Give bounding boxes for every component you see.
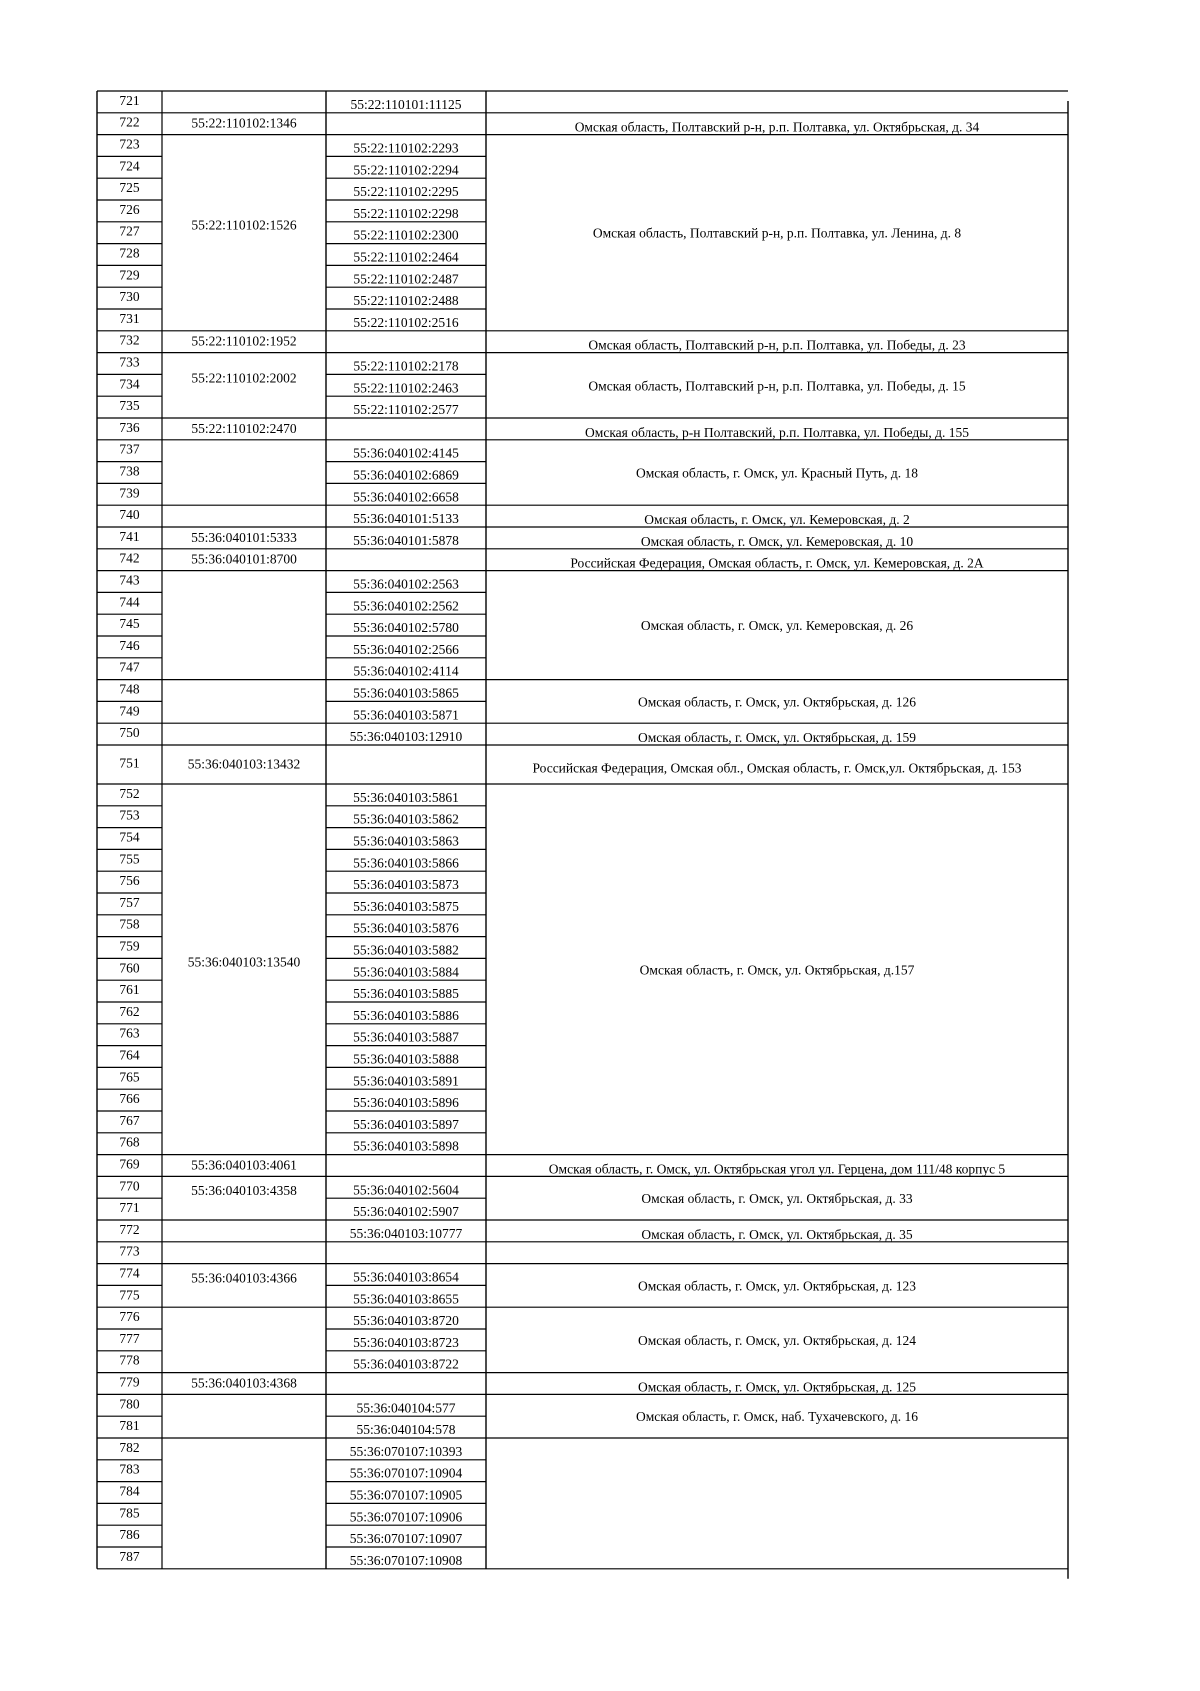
row-number: 760 [119,960,140,976]
parcel-number: 55:36:040103:4368 [191,1375,297,1391]
row-number: 773 [119,1243,140,1259]
object-number: 55:22:110102:2577 [353,402,459,418]
object-number: 55:22:110102:2295 [353,184,459,200]
row-number: 775 [119,1287,140,1303]
row-number: 782 [119,1439,140,1455]
address: Омская область, р-н Полтавский, р.п. Полтавка, ул. Победы, д. 155 [585,424,969,440]
object-number: 55:22:110101:11125 [350,96,462,112]
object-number: 55:22:110102:2298 [353,205,459,221]
row-number: 733 [119,354,140,370]
object-number: 55:36:040103:10777 [349,1225,463,1241]
object-number: 55:36:040103:5891 [353,1073,459,1089]
row-number: 740 [119,507,140,523]
parcel-number: 55:22:110102:2470 [191,420,297,436]
row-number: 722 [119,114,140,130]
row-number: 750 [119,725,140,741]
parcel-number: 55:36:040103:13540 [187,954,301,970]
row-number: 776 [119,1309,140,1325]
object-number: 55:22:110102:2293 [353,140,459,156]
row-number: 784 [119,1483,140,1499]
row-number: 729 [119,267,140,283]
row-number: 749 [119,703,140,719]
parcel-number: 55:36:040103:4358 [191,1183,297,1199]
object-number: 55:36:040103:5884 [353,964,459,980]
object-number: 55:36:040103:8723 [353,1334,459,1350]
row-number: 769 [119,1156,140,1172]
object-number: 55:36:040103:5861 [353,789,459,805]
address: Омская область, г. Омск, ул. Октябрьская, д. 123 [637,1278,917,1294]
row-number: 779 [119,1374,140,1390]
object-number: 55:22:110102:2487 [353,271,459,287]
row-number: 786 [119,1527,140,1543]
parcel-number: 55:22:110102:2002 [191,370,297,386]
row-number: 734 [119,376,140,392]
row-number: 762 [119,1003,140,1019]
row-number: 728 [119,245,140,261]
object-number: 55:36:070107:10393 [349,1443,463,1459]
address: Омская область, г. Омск, ул. Октябрьская, д. 33 [641,1191,913,1207]
object-number: 55:36:040102:4114 [353,663,459,679]
object-number: 55:36:040101:5133 [353,511,459,527]
object-number: 55:22:110102:2178 [353,358,459,374]
row-number: 756 [119,873,140,889]
address: Омская область, г. Омск, ул. Красный Путь, д. 18 [635,465,919,481]
row-number: 755 [119,851,140,867]
object-number: 55:22:110102:2300 [353,227,459,243]
object-number: 55:36:040102:2566 [353,641,459,657]
address: Омская область, г. Омск, ул. Кемеровская, д. 10 [640,533,914,549]
object-number: 55:22:110102:2464 [353,249,459,265]
row-number: 777 [119,1330,140,1346]
object-number: 55:36:040102:6869 [353,467,459,483]
object-number: 55:36:040103:8722 [353,1356,459,1372]
address: Российская Федерация, Омская обл., Омская область, г. Омск,ул. Октябрьская, д. 153 [532,760,1022,776]
row-number: 774 [119,1265,140,1281]
address: Омская область, г. Омск, ул. Октябрьская, д. 126 [637,694,917,710]
parcel-number: 55:22:110102:1346 [191,115,297,131]
parcel-number: 55:36:040103:4366 [191,1270,297,1286]
object-number: 55:36:040102:2562 [353,598,459,614]
parcel-number: 55:36:040101:8700 [191,551,297,567]
object-number: 55:22:110102:2488 [353,293,459,309]
object-number: 55:36:040103:5862 [353,811,459,827]
row-number: 744 [119,594,140,610]
address: Омская область, Полтавский р-н, р.п. Полтавка, ул. Ленина, д. 8 [592,225,962,241]
row-number: 764 [119,1047,140,1063]
row-number: 780 [119,1396,140,1412]
row-number: 765 [119,1069,140,1085]
object-number: 55:36:070107:10904 [349,1465,463,1481]
row-number: 746 [119,637,140,653]
object-number: 55:36:040104:577 [356,1400,456,1416]
address: Омская область, г. Омск, ул. Октябрьская, д. 159 [637,730,917,746]
object-number: 55:36:040103:5875 [353,898,459,914]
row-number: 726 [119,201,140,217]
row-number: 747 [119,659,140,675]
address: Омская область, г. Омск, ул. Кемеровская, д. 2 [644,512,910,528]
object-number: 55:36:040103:5873 [353,877,459,893]
object-number: 55:36:040103:5887 [353,1029,459,1045]
address: Омская область, г. Омск, ул. Октябрьская, д. 124 [637,1332,917,1348]
parcel-number: 55:36:040101:5333 [191,529,297,545]
row-number: 738 [119,463,140,479]
row-number: 759 [119,938,140,954]
object-number: 55:36:040103:5886 [353,1007,459,1023]
row-number: 739 [119,485,140,501]
row-number: 742 [119,550,140,566]
address: Омская область, г. Омск, наб. Тухачевского, д. 16 [635,1409,919,1425]
object-number: 55:36:040102:5780 [353,620,459,636]
row-number: 772 [119,1221,140,1237]
object-number: 55:36:040102:6658 [353,489,459,505]
address: Омская область, Полтавский р-н, р.п. Полтавка, ул. Победы, д. 23 [588,337,966,353]
object-number: 55:36:070107:10906 [349,1509,463,1525]
object-number: 55:36:040103:8655 [353,1291,459,1307]
address: Омская область, г. Омск, ул. Октябрьская угол ул. Герцена, дом 111/48 корпус 5 [548,1161,1006,1177]
row-number: 752 [119,785,140,801]
object-number: 55:36:040103:5866 [353,855,459,871]
row-number: 785 [119,1505,140,1521]
object-number: 55:36:040103:5897 [353,1116,459,1132]
row-number: 757 [119,894,140,910]
object-number: 55:36:040103:8654 [353,1269,459,1285]
row-number: 725 [119,180,140,196]
object-number: 55:36:040103:5896 [353,1095,459,1111]
object-number: 55:36:040101:5878 [353,532,459,548]
row-number: 778 [119,1352,140,1368]
object-number: 55:36:070107:10908 [349,1552,463,1568]
row-number: 754 [119,829,140,845]
row-number: 731 [119,310,140,326]
row-number: 743 [119,572,140,588]
address: Омская область, г. Омск, ул. Октябрьская, д. 35 [641,1226,913,1242]
table-cells [119,93,1021,1568]
row-number: 723 [119,136,140,152]
row-number: 736 [119,419,140,435]
parcel-number: 55:36:040103:4061 [191,1157,297,1173]
parcel-number: 55:22:110102:1952 [191,333,297,349]
row-number: 724 [119,158,140,174]
object-number: 55:36:040103:5863 [353,833,459,849]
object-number: 55:36:040103:5871 [353,707,459,723]
table-grid [97,91,1068,1579]
row-number: 735 [119,398,140,414]
row-number: 766 [119,1091,140,1107]
object-number: 55:36:040103:5865 [353,685,459,701]
row-number: 753 [119,807,140,823]
row-number: 771 [119,1200,140,1216]
row-number: 761 [119,982,140,998]
row-number: 781 [119,1418,140,1434]
object-number: 55:36:040103:8720 [353,1313,459,1329]
row-number: 732 [119,332,140,348]
object-number: 55:36:040102:2563 [353,576,459,592]
row-number: 721 [119,92,140,108]
parcel-number: 55:36:040103:13432 [187,756,301,772]
object-number: 55:22:110102:2294 [353,162,459,178]
row-number: 737 [119,441,140,457]
object-number: 55:36:040103:5876 [353,920,459,936]
address: Омская область, Полтавский р-н, р.п. Полтавка, ул. Победы, д. 15 [588,378,966,394]
object-number: 55:36:070107:10907 [349,1531,463,1547]
row-number: 730 [119,289,140,305]
object-number: 55:22:110102:2516 [353,314,459,330]
object-number: 55:36:070107:10905 [349,1487,463,1503]
row-number: 783 [119,1461,140,1477]
row-number: 767 [119,1112,140,1128]
row-number: 727 [119,223,140,239]
object-number: 55:36:040102:5604 [353,1182,459,1198]
object-number: 55:22:110102:2463 [353,380,459,396]
object-number: 55:36:040103:5885 [353,986,459,1002]
address: Российская Федерация, Омская область, г. Омск, ул. Кемеровская, д. 2А [570,555,984,571]
object-number: 55:36:040102:4145 [353,445,459,461]
row-number: 787 [119,1548,140,1564]
address: Омская область, Полтавский р-н, р.п. Полтавка, ул. Октябрьская, д. 34 [574,119,980,135]
object-number: 55:36:040103:5882 [353,942,459,958]
address: Омская область, г. Омск, ул. Кемеровская, д. 26 [640,618,914,634]
object-number: 55:36:040102:5907 [353,1204,459,1220]
address: Омская область, г. Омск, ул. Октябрьская, д. 125 [637,1379,917,1395]
row-number: 751 [119,755,140,771]
object-number: 55:36:040104:578 [356,1422,456,1438]
object-number: 55:36:040103:5898 [353,1138,459,1154]
parcel-number: 55:22:110102:1526 [191,217,297,233]
row-number: 745 [119,616,140,632]
object-number: 55:36:040103:5888 [353,1051,459,1067]
row-number: 741 [119,528,140,544]
address: Омская область, г. Омск, ул. Октябрьская, д.157 [639,962,915,978]
row-number: 763 [119,1025,140,1041]
row-number: 768 [119,1134,140,1150]
row-number: 770 [119,1178,140,1194]
row-number: 758 [119,916,140,932]
object-number: 55:36:040103:12910 [349,729,463,745]
row-number: 748 [119,681,140,697]
